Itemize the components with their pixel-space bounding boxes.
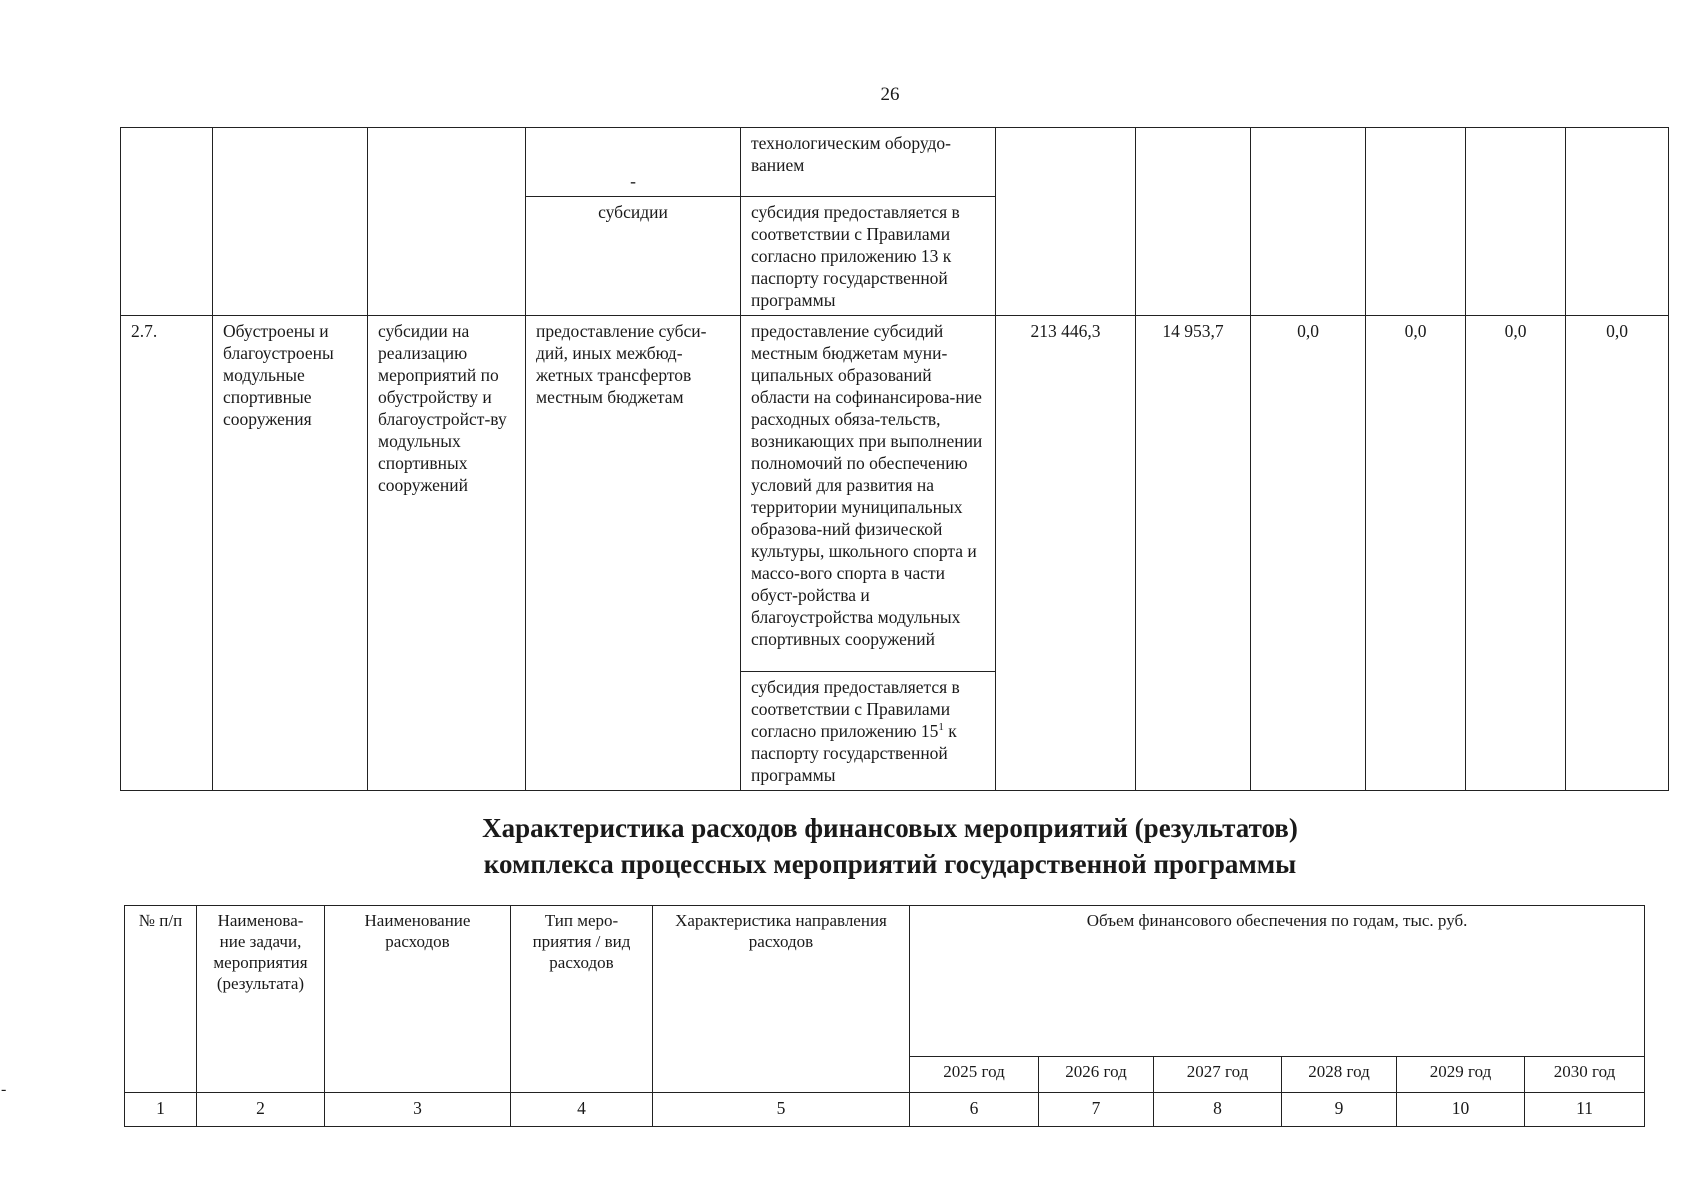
- column-number: 3: [325, 1093, 511, 1127]
- header-year: 2030 год: [1525, 1057, 1645, 1093]
- column-number: 11: [1525, 1093, 1645, 1127]
- header-row: [125, 906, 1645, 1057]
- cell-value-2028: 0,0: [1366, 316, 1466, 791]
- header-year: 2026 год: [1039, 1057, 1154, 1093]
- cell-row-number: 2.7.: [121, 316, 213, 791]
- margin-mark: -: [1, 1081, 7, 1098]
- cell-value-2030: 0,0: [1566, 316, 1669, 791]
- cell-empty: [1466, 128, 1566, 316]
- cell-empty: [1251, 128, 1366, 316]
- header-year: 2027 год: [1154, 1057, 1282, 1093]
- cell-empty: [213, 128, 368, 316]
- header-number: № п/п: [125, 906, 197, 1093]
- column-number: 10: [1397, 1093, 1525, 1127]
- column-numbers-row: [125, 1093, 1645, 1127]
- cell-value-2029: 0,0: [1466, 316, 1566, 791]
- header-activity-type: Тип меро-приятия / вид расходов: [511, 906, 653, 1093]
- column-number: 5: [653, 1093, 910, 1127]
- header-expense-description: Характеристика направления расходов: [653, 906, 910, 1093]
- cell-type-subsidy: субсидии: [526, 197, 741, 316]
- column-number: 7: [1039, 1093, 1154, 1127]
- cell-empty: [1136, 128, 1251, 316]
- cell-empty: [996, 128, 1136, 316]
- rules-text: субсидия предоставляется в соответствии с Правилами согласно приложению 15: [751, 677, 960, 741]
- header-task-name: Наименова-ние задачи, мероприятия (результата): [197, 906, 325, 1093]
- header-year: 2025 год: [910, 1057, 1039, 1093]
- cell-expense-rules: [741, 672, 996, 791]
- column-number: 8: [1154, 1093, 1282, 1127]
- column-number: 2: [197, 1093, 325, 1127]
- header-funding-volume: Объем финансового обеспечения по годам, тыс. руб.: [910, 906, 1645, 1057]
- continued-table: [120, 127, 1669, 791]
- cell-value-2027: 0,0: [1251, 316, 1366, 791]
- cell-expense-name: субсидии на реализацию мероприятий по обустройству и благоустройст-ву модульных спортивных сооружений: [368, 316, 526, 791]
- table-row: [121, 128, 1669, 197]
- cell-empty: [1566, 128, 1669, 316]
- header-year: 2029 год: [1397, 1057, 1525, 1093]
- cell-desc-prev: технологическим оборудо-ванием: [741, 128, 996, 197]
- cell-task-name: Обустроены и благоустроены модульные спортивные сооружения: [213, 316, 368, 791]
- cell-type-prev: -: [526, 128, 741, 197]
- rules-superscript: 1: [938, 721, 944, 734]
- column-number: 6: [910, 1093, 1039, 1127]
- cell-desc-subsidy: субсидия предоставляется в соответствии с Правилами согласно приложению 13 к паспорту государственной программы: [741, 197, 996, 316]
- cell-activity-type: предоставление субси-дий, иных межбюд-жетных трансфертов местным бюджетам: [526, 316, 741, 791]
- section-title-line-2: комплекса процессных мероприятий государственной программы: [483, 849, 1297, 879]
- section-title-line-1: Характеристика расходов финансовых мероприятий (результатов): [482, 813, 1298, 843]
- cell-empty: [121, 128, 213, 316]
- cell-value-2025: 213 446,3: [996, 316, 1136, 791]
- cell-empty: [368, 128, 526, 316]
- cell-expense-description: предоставление субсидий местным бюджетам муни-ципальных образований области на софинансирова-ние расходных обяза-тельств, возникающих при выполнении полномочий по обеспечению условий для развития на территории муниципальных образова-ний физической культуры, школьного спорта и массо-вого спорта в части обуст-ройства и благоустройства модульных спортивных сооружений: [741, 316, 996, 672]
- header-expense-name: Наименование расходов: [325, 906, 511, 1093]
- column-number: 1: [125, 1093, 197, 1127]
- page-number: 26: [880, 84, 900, 105]
- column-number: 4: [511, 1093, 653, 1127]
- rules-text-end: к паспорту государственной программы: [751, 721, 957, 785]
- column-number: 9: [1282, 1093, 1397, 1127]
- table-row: [121, 316, 1669, 672]
- header-year: 2028 год: [1282, 1057, 1397, 1093]
- section-title: [0, 810, 1697, 882]
- expense-characteristics-table: [124, 905, 1645, 1127]
- cell-value-2026: 14 953,7: [1136, 316, 1251, 791]
- cell-empty: [1366, 128, 1466, 316]
